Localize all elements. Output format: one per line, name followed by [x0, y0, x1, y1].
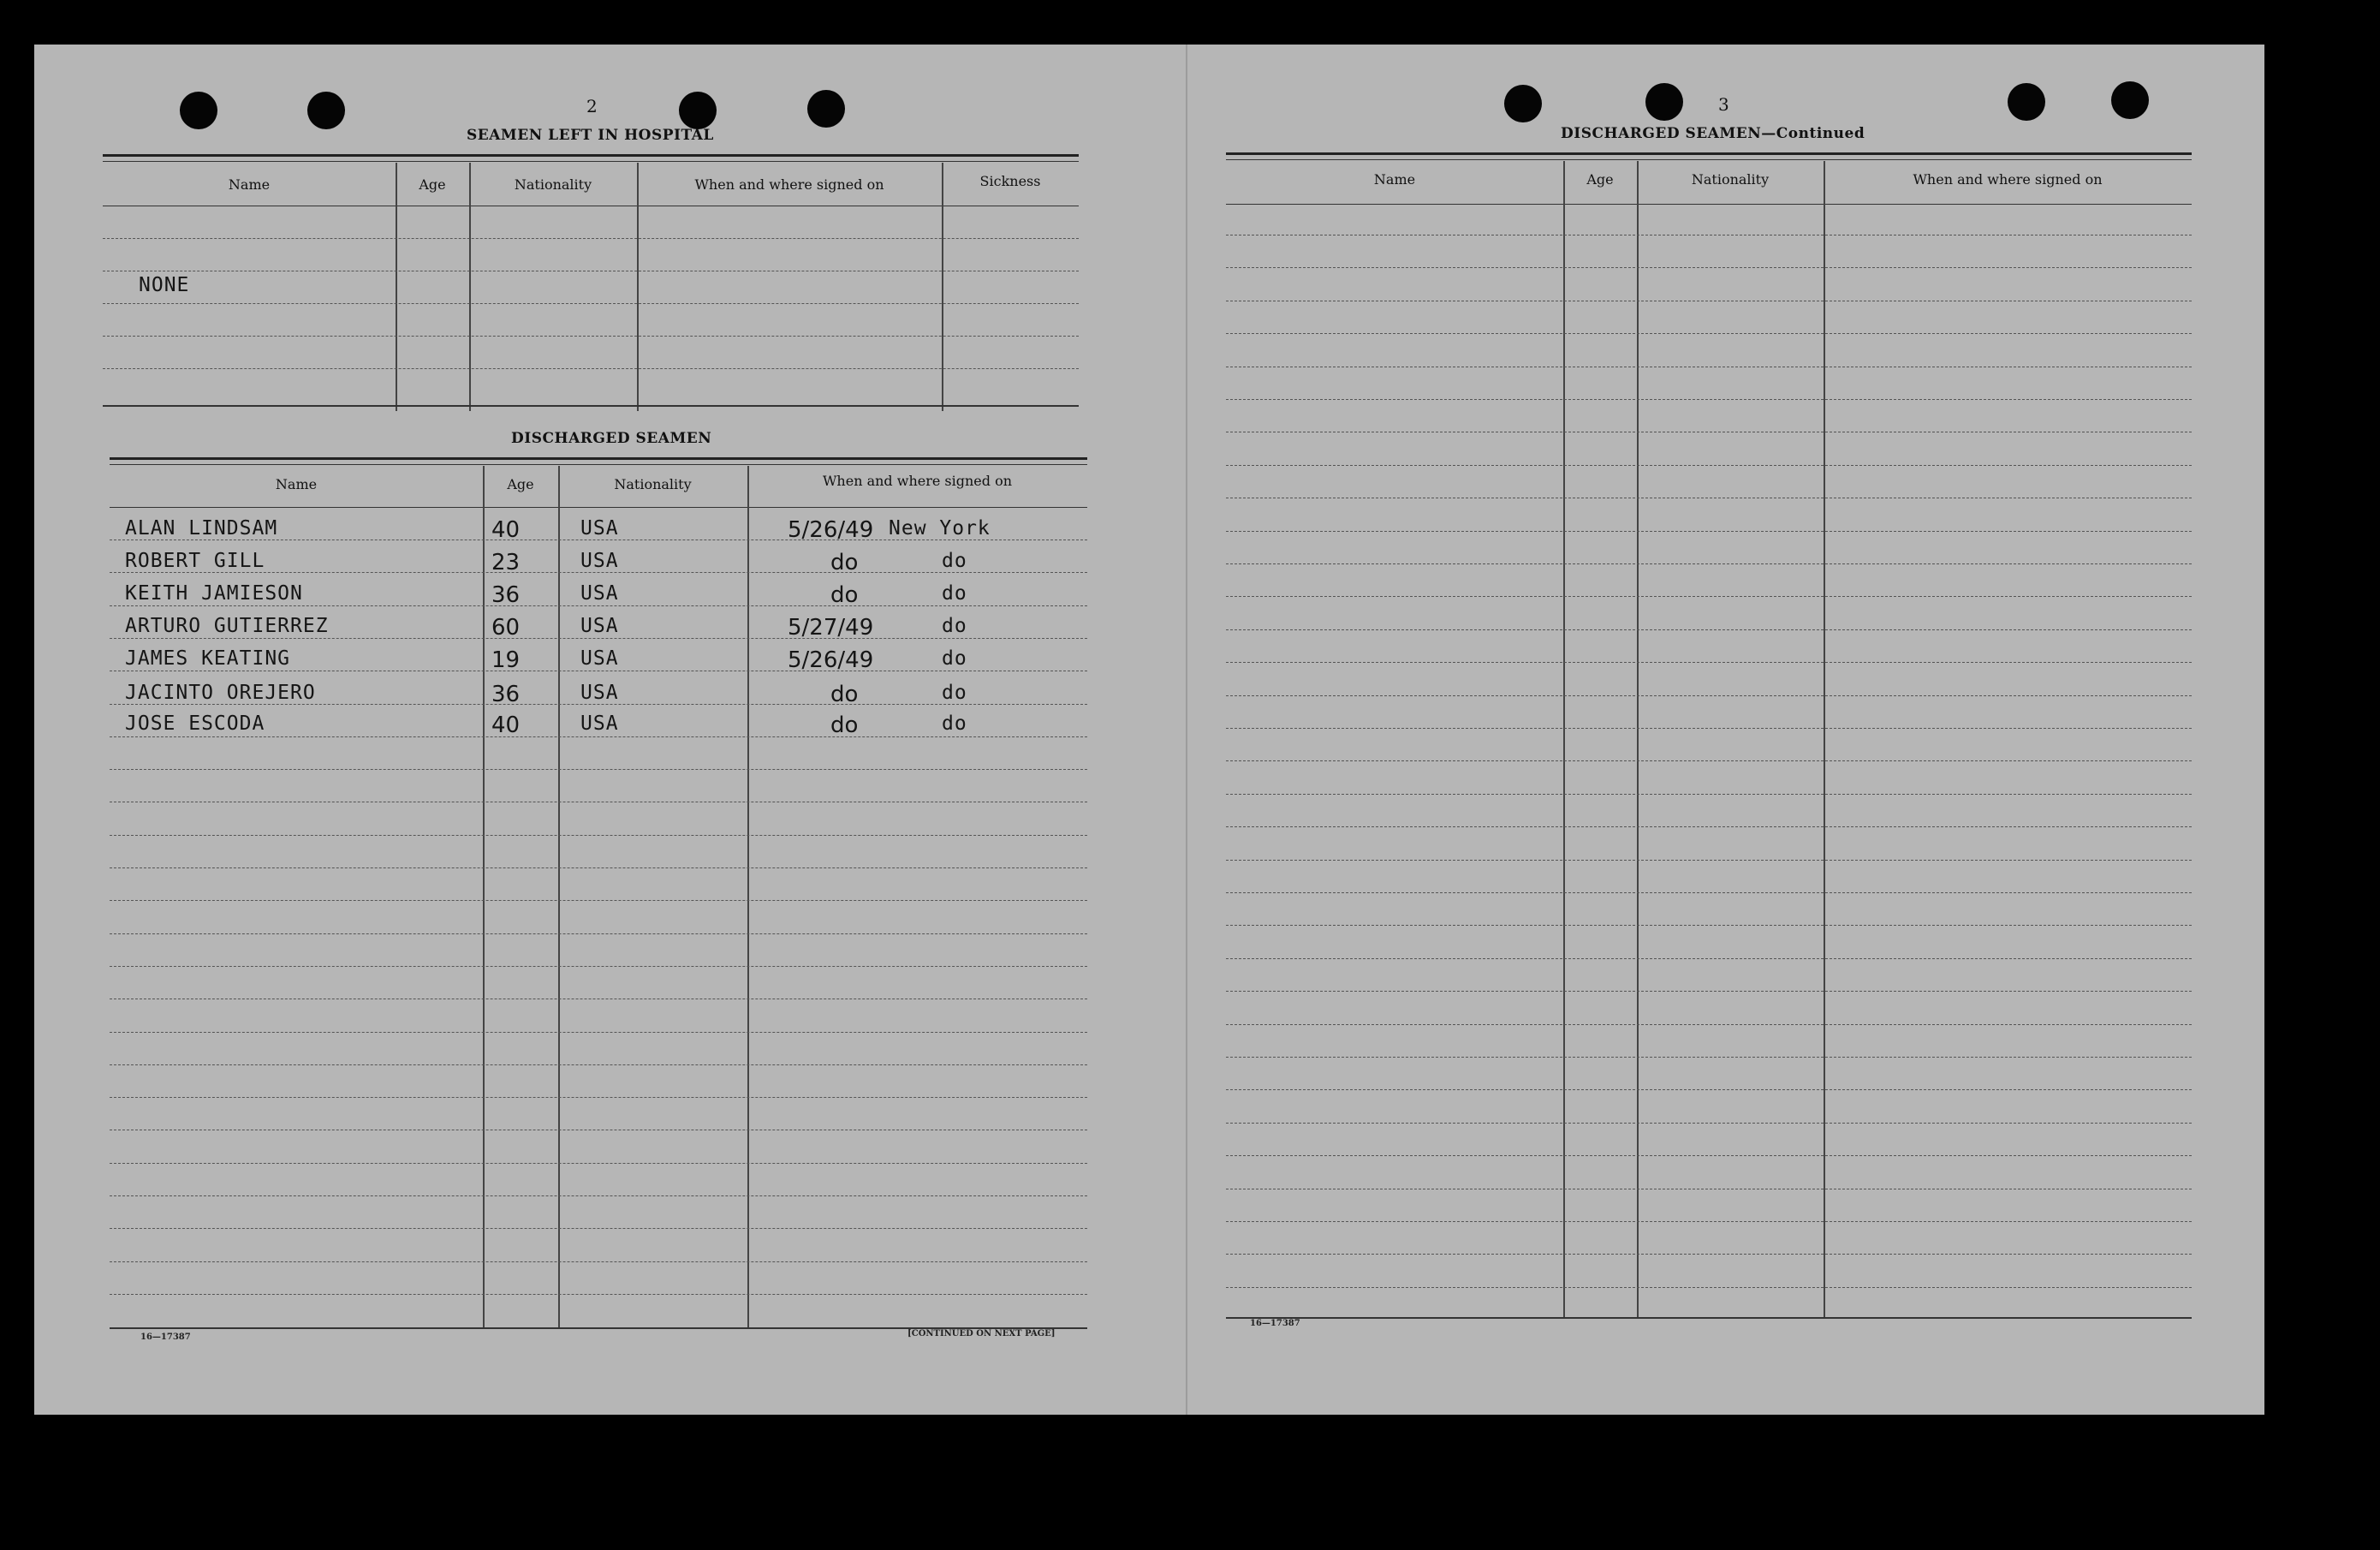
seaman-age: 23: [491, 550, 521, 575]
ruled-line: [1226, 399, 2192, 400]
seaman-signed-date: 5/27/49: [788, 615, 874, 641]
ruled-line: [1226, 991, 2192, 992]
seaman-name: ARTURO GUTIERREZ: [125, 615, 329, 637]
ruled-line: [1226, 563, 2192, 564]
seaman-name: ALAN LINDSAM: [125, 517, 278, 540]
seaman-signed-place: do: [942, 682, 967, 704]
punch-hole: [1504, 85, 1542, 122]
ruled-line: [1226, 860, 2192, 861]
seaman-name: JAMES KEATING: [125, 647, 291, 670]
hospital-table-bottom-rule: [103, 405, 1079, 407]
ruled-line: [110, 769, 1087, 770]
discharged-section-title: DISCHARGED SEAMEN: [511, 430, 712, 447]
punch-hole: [2008, 83, 2045, 121]
seaman-name: ROBERT GILL: [125, 550, 265, 572]
hospital-section-title: SEAMEN LEFT IN HOSPITAL: [467, 127, 714, 144]
discharged-continued-table: [1226, 152, 2192, 1334]
seaman-signed-place: do: [942, 615, 967, 637]
document-sheet: [34, 45, 2264, 1415]
seaman-name: JACINTO OREJERO: [125, 682, 316, 704]
ruled-line: [1226, 1221, 2192, 1222]
seaman-age: 19: [491, 647, 521, 673]
ruled-line: [1226, 465, 2192, 466]
form-number-left: 16—17387: [140, 1332, 191, 1342]
seaman-signed-place: do: [942, 550, 967, 572]
ruled-line: [1226, 728, 2192, 729]
column-header-age: Age: [507, 476, 534, 492]
seaman-signed-place: do: [942, 712, 967, 735]
ruled-line: [110, 900, 1087, 901]
seaman-signed-date: do: [830, 682, 859, 707]
ruled-line: [110, 1228, 1087, 1229]
form-number-right: 16—17387: [1250, 1319, 1300, 1328]
continued-title-main: DISCHARGED SEAMEN: [1561, 125, 1762, 142]
ruled-line: [1226, 1287, 2192, 1288]
ruled-line: [1226, 958, 2192, 959]
column-header-nationality: Nationality: [514, 176, 592, 193]
ruled-line: [1226, 596, 2192, 597]
seaman-nationality: USA: [580, 550, 619, 572]
column-header-nationality: Nationality: [1691, 171, 1770, 188]
ruled-line: [1226, 892, 2192, 893]
ruled-line: [1226, 1057, 2192, 1058]
ruled-line: [110, 933, 1087, 934]
column-header-nationality: Nationality: [614, 476, 692, 492]
ruled-line: [1226, 267, 2192, 268]
page-fold: [1186, 45, 1187, 1415]
ruled-line: [1226, 826, 2192, 827]
punch-hole: [180, 92, 217, 129]
ruled-line: [110, 1064, 1087, 1065]
seaman-name: KEITH JAMIESON: [125, 582, 303, 605]
continued-title-suffix: —Continued: [1761, 125, 1865, 142]
punch-hole: [2111, 81, 2149, 119]
page-number-left: 2: [586, 96, 598, 116]
seaman-signed-date: 5/26/49: [788, 517, 874, 543]
seaman-nationality: USA: [580, 682, 619, 704]
hospital-table: [103, 154, 1079, 454]
ruled-line: [1226, 1254, 2192, 1255]
seaman-nationality: USA: [580, 615, 619, 637]
ruled-line: [1226, 794, 2192, 795]
seaman-signed-date: 5/26/49: [788, 647, 874, 673]
seaman-nationality: USA: [580, 582, 619, 605]
ruled-line: [1226, 760, 2192, 761]
ruled-line: [110, 1097, 1087, 1098]
ruled-line: [110, 1163, 1087, 1164]
ruled-line: [110, 1294, 1087, 1295]
page-number-right: 3: [1718, 94, 1729, 115]
seaman-age: 60: [491, 615, 521, 641]
seaman-signed-date: do: [830, 550, 859, 575]
column-header-age: Age: [1586, 171, 1614, 188]
ruled-line: [110, 966, 1087, 967]
column-header-signed-on: When and where signed on: [822, 473, 1013, 489]
seaman-nationality: USA: [580, 517, 619, 540]
seaman-age: 40: [491, 517, 521, 543]
ruled-line: [110, 1195, 1087, 1196]
column-header-signed-on: When and where signed on: [694, 176, 884, 193]
column-header-age: Age: [419, 176, 446, 193]
column-header-signed-on: When and where signed on: [1913, 171, 2103, 188]
seaman-signed-date: do: [830, 712, 859, 738]
seaman-signed-date: do: [830, 582, 859, 608]
seaman-nationality: USA: [580, 647, 619, 670]
column-header-sickness: Sickness: [979, 173, 1041, 189]
ruled-line: [110, 1032, 1087, 1033]
punch-hole: [307, 92, 345, 129]
column-header-name: Name: [228, 176, 271, 193]
ruled-line: [110, 867, 1087, 868]
ruled-line: [1226, 1123, 2192, 1124]
seaman-signed-place: do: [942, 582, 967, 605]
punch-hole: [679, 92, 717, 129]
ruled-line: [1226, 629, 2192, 630]
ruled-line: [1226, 531, 2192, 532]
ruled-line: [110, 1261, 1087, 1262]
ruled-line: [110, 736, 1087, 737]
continued-note: [CONTINUED ON NEXT PAGE]: [907, 1329, 1056, 1338]
seaman-nationality: USA: [580, 712, 619, 735]
ruled-line: [1226, 1155, 2192, 1156]
ruled-line: [110, 835, 1087, 836]
seaman-age: 36: [491, 582, 521, 608]
ruled-line: [1226, 333, 2192, 334]
ruled-line: [1226, 925, 2192, 926]
discharged-table: [110, 457, 1087, 1374]
ruled-line: [1226, 662, 2192, 663]
ruled-line: [1226, 695, 2192, 696]
punch-hole: [807, 90, 845, 128]
column-header-name: Name: [275, 476, 318, 492]
ruled-line: [1226, 1089, 2192, 1090]
seaman-signed-place: New York: [889, 517, 991, 540]
column-header-name: Name: [1373, 171, 1416, 188]
seaman-name: JOSE ESCODA: [125, 712, 265, 735]
ruled-line: [1226, 1024, 2192, 1025]
punch-hole: [1645, 83, 1683, 121]
ruled-line: [110, 572, 1087, 573]
continued-section-title: [1561, 125, 1865, 142]
seaman-signed-place: do: [942, 647, 967, 670]
ruled-line: [110, 605, 1087, 606]
hospital-entry: NONE: [139, 274, 190, 296]
seaman-age: 40: [491, 712, 521, 738]
seaman-age: 36: [491, 682, 521, 707]
ruled-line: [110, 638, 1087, 639]
